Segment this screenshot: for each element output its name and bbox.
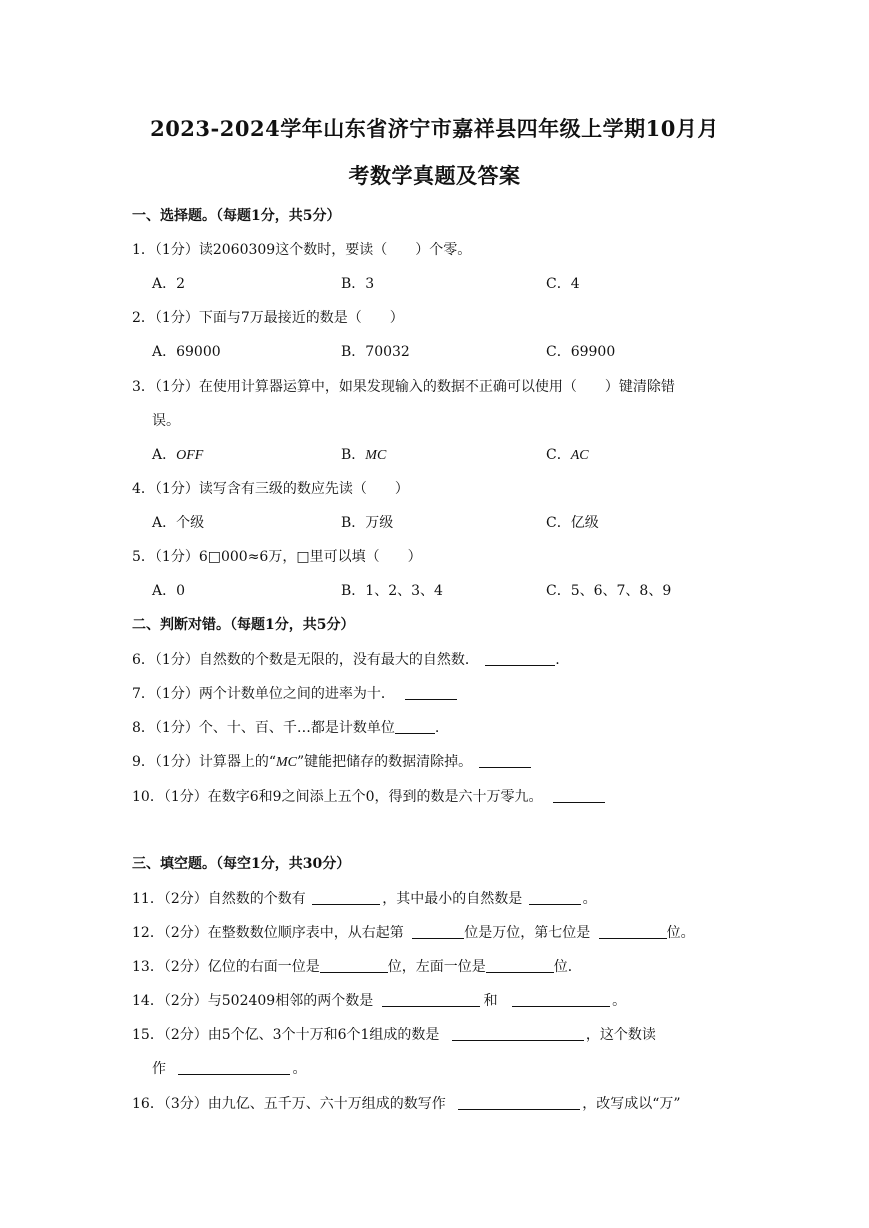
question-number: 3． [132, 379, 155, 395]
question-6 [132, 649, 560, 669]
question-text: 位是万位，第七位是 [464, 925, 591, 941]
question-text: 两个计数单位之间的进率为十． [198, 686, 395, 702]
question-text: 位． [553, 959, 582, 975]
question-text: ”键能把储存的数据清除掉。 [297, 754, 473, 770]
answer-blank[interactable] [599, 924, 667, 939]
option-b[interactable]: B．万级 [341, 515, 394, 531]
question-text: ，改写成以“万” [582, 1096, 681, 1112]
question-7 [132, 683, 457, 703]
option-a[interactable]: A．个级 [152, 515, 205, 531]
end-mark: . [555, 652, 560, 668]
question-1 [132, 239, 471, 259]
question-score: （2分） [163, 891, 208, 907]
question-2 [132, 307, 404, 327]
answer-blank[interactable] [412, 924, 464, 939]
question-number: 12． [132, 925, 164, 941]
question-text: 与502409相邻的两个数是 [207, 993, 374, 1009]
question-score: （1分） [154, 720, 199, 736]
question-number: 6． [132, 652, 155, 668]
answer-blank[interactable] [529, 890, 581, 905]
question-text: 在数字6和9之间添上五个0，得到的数是六十万零九。 [207, 789, 543, 805]
option-c[interactable]: C．5、6、7、8、9 [546, 583, 672, 599]
question-text: 读写含有三级的数应先读（ ） [198, 481, 409, 497]
question-number: 14． [132, 993, 164, 1009]
question-15-continuation [152, 1058, 306, 1078]
answer-blank[interactable] [553, 788, 605, 803]
question-3-continuation: 误。 [152, 413, 180, 429]
document-title-line2: 考数学真题及答案 [348, 163, 521, 188]
question-score: （1分） [154, 652, 199, 668]
option-c[interactable]: C．69900 [546, 344, 616, 360]
answer-blank[interactable] [382, 992, 480, 1007]
question-score: （1分） [154, 754, 199, 770]
question-text: 计算器上的“ [198, 754, 277, 770]
section-heading-choice: 一、选择题。（每题1分，共5分） [132, 208, 341, 224]
question-5 [132, 546, 422, 566]
option-c[interactable] [546, 444, 589, 464]
end-mark: . [434, 720, 440, 736]
question-number: 4． [132, 481, 155, 497]
question-text: 自然数的个数有 [207, 891, 306, 907]
question-text: 作 [152, 1061, 166, 1077]
answer-blank[interactable] [320, 958, 388, 973]
question-number: 7． [132, 686, 155, 702]
question-text: 读2060309这个数时，要读（ ）个零。 [198, 242, 472, 258]
question-score: （1分） [163, 789, 208, 805]
question-number: 5． [132, 549, 155, 565]
question-text: ，其中最小的自然数是 [382, 891, 523, 907]
question-3 [132, 376, 675, 396]
question-text: 自然数的个数是无限的，没有最大的自然数． [198, 652, 479, 668]
option-c[interactable]: C．4 [546, 276, 580, 292]
answer-blank[interactable] [395, 719, 435, 734]
option-label: A． [152, 447, 177, 463]
question-8 [132, 717, 439, 737]
answer-blank[interactable] [485, 651, 555, 666]
mc-key-label: MC [276, 755, 298, 770]
question-number: 16． [132, 1096, 164, 1112]
question-text: 位，左面一位是 [387, 959, 486, 975]
question-11 [132, 888, 597, 908]
question-score: （2分） [163, 925, 208, 941]
question-score: （1分） [154, 686, 199, 702]
question-number: 9． [132, 754, 155, 770]
question-text: 。 [612, 993, 627, 1009]
question-text: 6□000≈6万，□里可以填（ ） [198, 549, 422, 565]
option-a[interactable]: A．0 [152, 583, 186, 599]
question-12 [132, 922, 695, 942]
answer-blank[interactable] [178, 1060, 290, 1075]
question-13 [132, 956, 582, 976]
document-title-line1: 2023-2024学年山东省济宁市嘉祥县四年级上学期10月月 [150, 116, 719, 141]
answer-blank[interactable] [405, 685, 457, 700]
question-score: （2分） [163, 959, 208, 975]
answer-blank[interactable] [458, 1095, 580, 1110]
question-text: 和 [483, 993, 498, 1009]
question-text: 在使用计算器运算中，如果发现输入的数据不正确可以使用（ ）键清除错 [198, 379, 675, 395]
question-text: 。 [292, 1061, 307, 1077]
question-text: 在整数数位顺序表中，从右起第 [207, 925, 404, 941]
question-score: （1分） [154, 549, 199, 565]
question-text: ，这个数读 [585, 1027, 656, 1043]
option-c[interactable]: C．亿级 [546, 515, 599, 531]
answer-blank[interactable] [486, 958, 554, 973]
question-number: 8． [132, 720, 155, 736]
option-value: AC [570, 448, 589, 463]
question-score: （2分） [163, 993, 208, 1009]
question-number: 15． [132, 1027, 164, 1043]
question-text: 由5个亿、3个十万和6个1组成的数是 [207, 1027, 440, 1043]
option-label: C． [546, 447, 571, 463]
question-text: 位。 [666, 925, 695, 941]
question-score: （1分） [154, 481, 199, 497]
section-heading-true-false: 二、判断对错。（每题1分，共5分） [132, 617, 355, 633]
question-number: 1． [132, 242, 155, 258]
question-15 [132, 1024, 656, 1044]
question-text: 亿位的右面一位是 [207, 959, 320, 975]
question-4 [132, 478, 409, 498]
question-number: 2． [132, 310, 155, 326]
question-score: （1分） [154, 379, 199, 395]
question-16 [132, 1093, 681, 1113]
option-value: OFF [176, 448, 204, 463]
option-a[interactable]: A．69000 [152, 344, 221, 360]
question-score: （3分） [163, 1096, 208, 1112]
answer-blank[interactable] [512, 992, 610, 1007]
question-number: 13． [132, 959, 164, 975]
section-heading-fill-blank: 三、填空题。（每空1分，共30分） [132, 856, 351, 872]
option-label: B． [341, 447, 366, 463]
option-value: MC [365, 448, 387, 463]
question-score: （1分） [154, 242, 199, 258]
option-b[interactable] [341, 444, 386, 464]
answer-blank[interactable] [479, 753, 531, 768]
option-b[interactable]: B．70032 [341, 344, 410, 360]
option-b[interactable]: B．1、2、3、4 [341, 583, 443, 599]
option-b[interactable]: B．3 [341, 276, 375, 292]
question-score: （1分） [154, 310, 199, 326]
question-text: 。 [582, 891, 597, 907]
question-number: 11． [132, 891, 164, 907]
option-a[interactable] [152, 444, 203, 464]
question-text: 下面与7万最接近的数是（ ） [198, 310, 404, 326]
question-14 [132, 990, 626, 1010]
answer-blank[interactable] [452, 1026, 584, 1041]
question-text: 由九亿、五千万、六十万组成的数写作 [207, 1096, 446, 1112]
question-number: 10． [132, 789, 164, 805]
question-score: （2分） [163, 1027, 208, 1043]
question-9 [132, 751, 531, 771]
option-a[interactable]: A．2 [152, 276, 186, 292]
answer-blank[interactable] [312, 890, 380, 905]
question-text: 个、十、百、千…都是计数单位 [198, 720, 395, 736]
question-10 [132, 786, 605, 806]
